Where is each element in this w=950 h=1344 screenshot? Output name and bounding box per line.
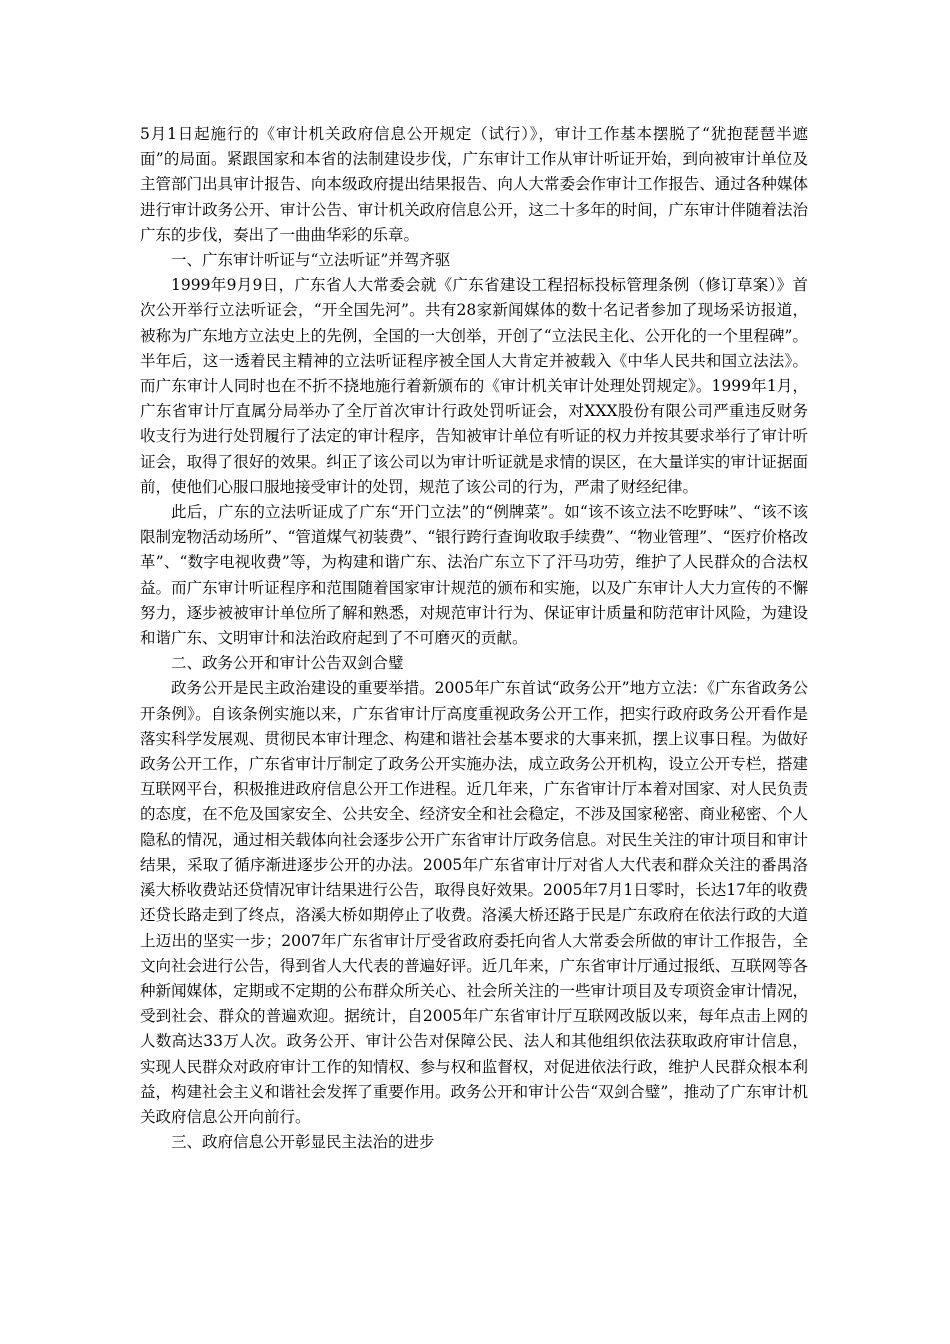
section-heading-2: 二、政务公开和审计公告双剑合璧 bbox=[171, 654, 404, 673]
paragraph-hearing-1999: 1999年9月9日，广东省人大常委会就《广东省建设工程招标投标管理条例（修订草案）》首次公开举行立法听证会，“开全国先河”。共有28家新闻媒体的数十名记者参加了现场采访报道，被称为广东地方立法史上的先例，全国的一大创举，开创了“立法民主化、公开化的一个里程碑”。半年后，这一透着民主精神的立法听证程序被全国人大肯定并被载入《中华人民共和国立法法》。而广东审计人同时也在不折不挠地施行着新颁布的《审计机关审计处理处罚规定》。1999年1月，广东省审计厅直属分局举办了全厅首次审计行政处罚听证会，对XXX股份有限公司严重违反财务收支行为进行处罚履行了法定的审计程序，告知被审计单位有听证的权力并按其要求举行了审计听证会，取得了很好的效果。纠正了该公司以为审计听证就是求情的误区，在大量详实的审计证据面前，使他们心服口服地接受审计的处罚，规范了该公司的行为，严肃了财经纪律。 bbox=[140, 276, 808, 496]
paragraph-continued: 5月1日起施行的《审计机关政府信息公开规定（试行）》，审计工作基本摆脱了“犹抱琵琶半遮面”的局面。紧跟国家和本省的法制建设步伐，广东审计工作从审计听证开始，到向被审计单位及主管部门出具审计报告、向本级政府提出结果报告、向人大常委会作审计工作报告、通过各种媒体进行审计政务公开、审计公告、审计机关政府信息公开，这二十多年的时间，广东审计伴随着法治广东的步伐，奏出了一曲曲华彩的乐章。 bbox=[140, 125, 808, 244]
section-heading-3: 三、政府信息公开彰显民主法治的进步 bbox=[171, 1133, 435, 1152]
paragraph-open-legislation: 此后，广东的立法听证成了广东“开门立法”的“例牌菜”。如“该不该立法不吃野味”、“该不该限制宠物活动场所”、“管道煤气初装费”、“银行跨行查询收取手续费”、“物业管理”、“医疗价格改革”、“数字电视收费”等，为构建和谐广东、法治广东立下了汗马功劳，维护了人民群众的合法权益。而广东审计听证程序和范围随着国家审计规范的颁布和实施，以及广东审计人大力宣传的不懈努力，逐步被被审计单位所了解和熟悉，对规范审计行为、保证审计质量和防范审计风险，为建设和谐广东、文明审计和法治政府起到了不可磨灭的贡献。 bbox=[140, 503, 808, 648]
paragraph-government-affairs: 政务公开是民主政治建设的重要举措。2005年广东首试“政务公开”地方立法：《广东省政务公开条例》。自该条例实施以来，广东省审计厅高度重视政务公开工作，把实行政府政务公开看作是落实科学发展观、贯彻民本审计理念、构建和谐社会基本要求的大事来抓，摆上议事日程。为做好政务公开工作，广东省审计厅制定了政务公开实施办法，成立政务公开机构，设立公开专栏，搭建互联网平台，积极推进政府信息公开工作进程。近几年来，广东省审计厅本着对国家、对人民负责的态度，在不危及国家安全、公共安全、经济安全和社会稳定，不涉及国家秘密、商业秘密、个人隐私的情况，通过相关载体向社会逐步公开广东省审计厅政务信息。对民生关注的审计项目和审计结果，采取了循序渐进逐步公开的办法。2005年广东省审计厅对省人大代表和群众关注的番禺洛溪大桥收费站还贷情况审计结果进行公告，取得良好效果。2005年7月1日零时，长达17年的收费还贷长路走到了终点，洛溪大桥如期停止了收费。洛溪大桥还路于民是广东政府在依法行政的大道上迈出的坚实一步；2007年广东省审计厅受省政府委托向省人大常委会所做的审计工作报告，全文向社会进行公告，得到省人大代表的普遍好评。近几年来，广东省审计厅通过报纸、互联网等各种新闻媒体，定期或不定期的公布群众所关心、社会所关注的一些审计项目及专项资金审计情况，受到社会、群众的普遍欢迎。据统计，自2005年广东省审计厅互联网改版以来，每年点击上网的人数高达33万人次。政务公开、审计公告对保障公民、法人和其他组织依法获取政府审计信息，实现人民群众对政府审计工作的知情权、参与权和监督权，对促进依法行政，维护人民群众根本利益，构建社会主义和谐社会发挥了重要作用。政务公开和审计公告“双剑合璧”，推动了广东审计机关政府信息公开向前行。 bbox=[140, 679, 808, 1126]
document-body bbox=[140, 122, 808, 1155]
section-heading-1: 一、广东审计听证与“立法听证”并驾齐驱 bbox=[171, 251, 451, 270]
